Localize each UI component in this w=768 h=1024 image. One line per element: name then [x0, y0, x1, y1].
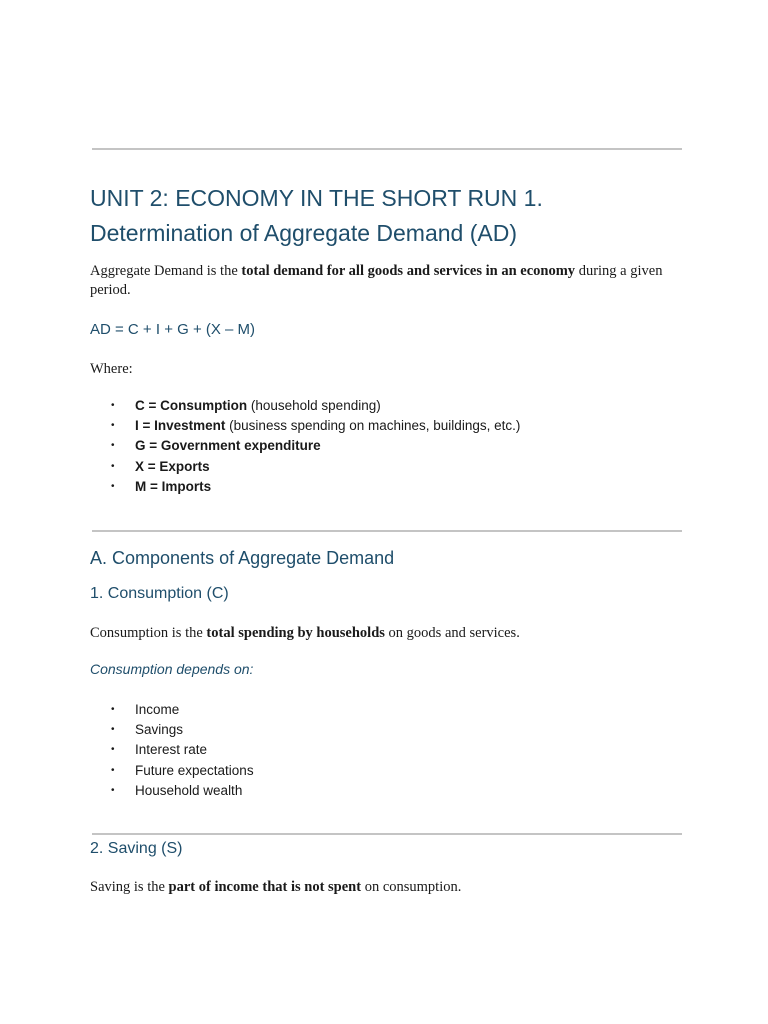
- divider-saving: [92, 833, 682, 835]
- definition-term: I = Investment: [135, 418, 226, 434]
- factor-label: Household wealth: [135, 782, 243, 798]
- bullet-icon: •: [111, 744, 115, 756]
- bullet-icon: •: [111, 480, 115, 492]
- list-item: [108, 700, 254, 720]
- saving-paragraph: [90, 878, 690, 897]
- list-item: [108, 477, 520, 497]
- list-item: [108, 396, 520, 416]
- intro-paragraph: [90, 262, 690, 300]
- divider-section-a: [92, 530, 682, 532]
- list-item: [108, 781, 254, 801]
- definition-term: G = Government expenditure: [135, 438, 321, 454]
- consumption-prefix: Consumption is the: [90, 625, 207, 641]
- definition-term: M = Imports: [135, 478, 212, 494]
- factor-label: Income: [135, 702, 180, 717]
- bullet-icon: •: [111, 460, 115, 472]
- bullet-icon: •: [111, 400, 115, 411]
- consumption-factors-list: [108, 700, 254, 801]
- ad-formula: AD = C + I + G + (X – M): [90, 321, 256, 338]
- consumption-paragraph: [90, 624, 690, 643]
- saving-suffix: on consumption.: [361, 879, 462, 895]
- definitions-list: [108, 396, 520, 497]
- list-item: [108, 740, 254, 760]
- definition-term: C = Consumption: [135, 398, 248, 413]
- bullet-icon: •: [111, 764, 115, 776]
- saving-heading: 2. Saving (S): [90, 840, 183, 857]
- bullet-icon: •: [111, 420, 115, 432]
- intro-bold: total demand for all goods and services in an economy: [241, 263, 576, 279]
- consumption-heading: 1. Consumption (C): [90, 585, 229, 602]
- list-item: [108, 436, 520, 456]
- saving-bold: part of income that is not spent: [168, 879, 362, 895]
- bullet-icon: •: [111, 784, 115, 796]
- bullet-icon: •: [111, 704, 115, 715]
- consumption-bold: total spending by households: [206, 625, 385, 641]
- factor-label: Interest rate: [135, 742, 208, 758]
- definition-desc: (business spending on machines, buildings, etc.): [225, 418, 521, 434]
- intro-suffix: during a given period.: [90, 263, 663, 298]
- consumption-suffix: on goods and services.: [384, 625, 520, 641]
- bullet-icon: •: [111, 440, 115, 452]
- where-label: Where:: [90, 361, 133, 377]
- definition-desc: (household spending): [247, 398, 381, 413]
- intro-prefix: Aggregate Demand is the: [90, 263, 242, 279]
- definition-term: X = Exports: [135, 458, 210, 474]
- list-item: [108, 761, 254, 781]
- section-a-heading: A. Components of Aggregate Demand: [90, 548, 395, 568]
- factor-label: Future expectations: [135, 762, 254, 778]
- page-title: UNIT 2: ECONOMY IN THE SHORT RUN 1. Determination of Aggregate Demand (AD): [90, 185, 543, 246]
- saving-prefix: Saving is the: [90, 879, 169, 895]
- factor-label: Savings: [135, 722, 184, 738]
- bullet-icon: •: [111, 724, 115, 736]
- list-item: [108, 720, 254, 740]
- list-item: [108, 457, 520, 477]
- divider-top: [92, 148, 682, 150]
- list-item: [108, 416, 520, 436]
- consumption-depends-label: Consumption depends on:: [90, 661, 254, 677]
